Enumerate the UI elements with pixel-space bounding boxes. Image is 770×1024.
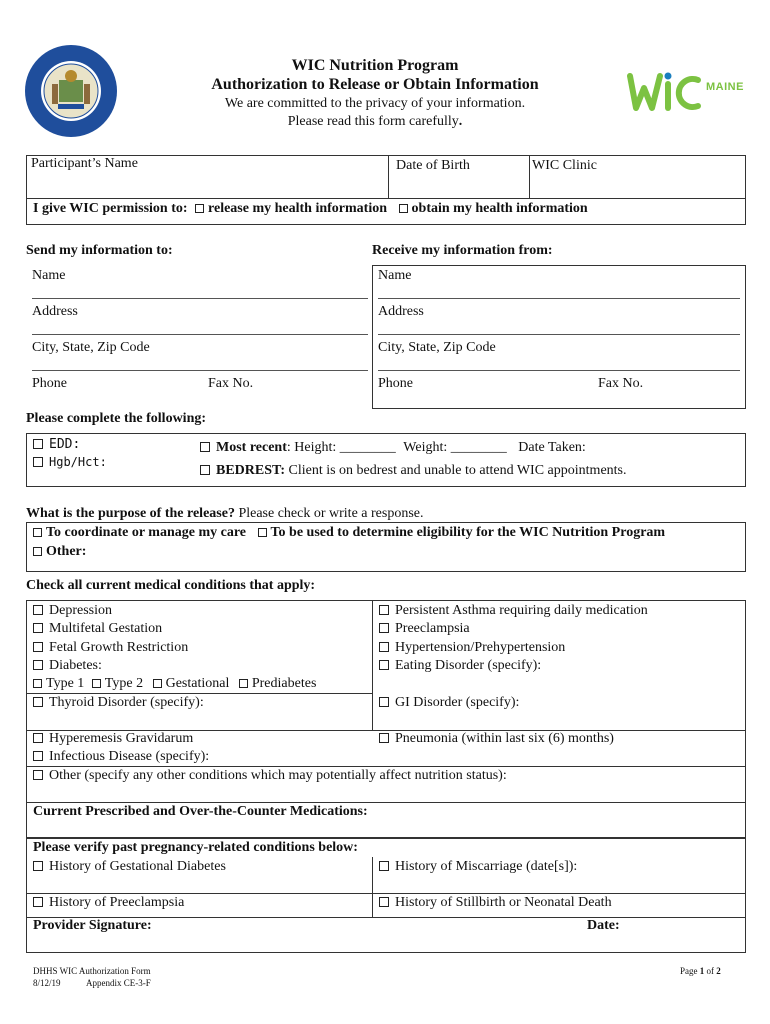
history-gdm: History of Gestational Diabetes — [33, 859, 226, 875]
condition-other: Other (specify any other conditions which may potentially affect nutrition status): — [33, 768, 507, 784]
edd-checkbox[interactable] — [33, 439, 43, 449]
footer-date: 8/12/19 — [33, 978, 61, 988]
footer-appendix: Appendix CE-3-F — [86, 978, 151, 988]
receive-name-field[interactable]: Name — [378, 268, 412, 283]
permission-lead: I give WIC permission to: — [33, 201, 188, 216]
participant-name-field[interactable]: Participant’s Name — [31, 156, 138, 171]
condition-multifetal: Multifetal Gestation — [33, 621, 162, 637]
obtain-label: obtain my health information — [411, 201, 588, 216]
receive-phone-field[interactable]: Phone — [378, 376, 413, 391]
dhhs-seal — [22, 42, 120, 140]
condition-asthma: Persistent Asthma requiring daily medication — [379, 603, 648, 619]
gestational-checkbox[interactable] — [153, 679, 162, 688]
type1-checkbox[interactable] — [33, 679, 42, 688]
miscarriage-history-checkbox[interactable] — [379, 861, 389, 871]
privacy-note: We are committed to the privacy of your information. — [224, 96, 526, 111]
hgb-row — [33, 455, 107, 471]
hyperemesis-checkbox[interactable] — [33, 733, 43, 743]
preeclampsia-checkbox[interactable] — [379, 623, 389, 633]
depression-checkbox[interactable] — [33, 605, 43, 615]
send-name-field[interactable]: Name — [32, 268, 66, 283]
send-phone-field[interactable]: Phone — [32, 376, 67, 391]
wic-maine-logo — [626, 66, 746, 120]
most-recent-row: Most recent: Height: ________ Weight: ________ Date Taken: — [200, 440, 586, 456]
release-checkbox[interactable] — [195, 204, 204, 213]
send-fax-field[interactable]: Fax No. — [208, 376, 254, 391]
permission-row — [33, 201, 588, 217]
stillbirth-history-checkbox[interactable] — [379, 897, 389, 907]
diabetes-checkbox[interactable] — [33, 660, 43, 670]
condition-hyperemesis: Hyperemesis Gravidarum — [33, 731, 193, 747]
condition-diabetes: Diabetes: — [33, 658, 102, 674]
prediabetes-checkbox[interactable] — [239, 679, 248, 688]
preeclampsia-history-checkbox[interactable] — [33, 897, 43, 907]
purpose-other-row: Other: — [33, 544, 86, 560]
complete-heading: Please complete the following: — [26, 411, 207, 426]
history-preeclampsia: History of Preeclampsia — [33, 895, 184, 911]
type2-checkbox[interactable] — [92, 679, 101, 688]
hgb-checkbox[interactable] — [33, 457, 43, 467]
eligibility-checkbox[interactable] — [258, 528, 267, 537]
edd-row — [33, 437, 80, 453]
condition-infectious: Infectious Disease (specify): — [33, 749, 209, 765]
send-heading: Send my information to: — [26, 243, 173, 258]
infectious-checkbox[interactable] — [33, 751, 43, 761]
bedrest-row: BEDREST: Client is on bedrest and unable to attend WIC appointments. — [200, 463, 627, 479]
condition-gi: GI Disorder (specify): — [379, 695, 519, 711]
purpose-question: What is the purpose of the release? Please check or write a response. — [26, 506, 424, 521]
conditions-heading: Check all current medical conditions that apply: — [26, 578, 316, 593]
coordinate-care-checkbox[interactable] — [33, 528, 42, 537]
eating-checkbox[interactable] — [379, 660, 389, 670]
form-title: WIC Nutrition Program — [291, 57, 459, 74]
multifetal-checkbox[interactable] — [33, 623, 43, 633]
send-city-field[interactable]: City, State, Zip Code — [32, 340, 150, 355]
page-number: Page 1 of 2 — [680, 966, 721, 976]
thyroid-checkbox[interactable] — [33, 697, 43, 707]
date-of-birth-field[interactable]: Date of Birth — [396, 158, 470, 173]
most-recent-checkbox[interactable] — [200, 442, 210, 452]
receive-fax-field[interactable]: Fax No. — [598, 376, 644, 391]
receive-city-field[interactable]: City, State, Zip Code — [378, 340, 496, 355]
provider-signature-field[interactable]: Provider Signature: — [33, 918, 152, 933]
form-subtitle: Authorization to Release or Obtain Information — [211, 76, 539, 93]
wic-clinic-field[interactable]: WIC Clinic — [532, 158, 597, 173]
condition-eating: Eating Disorder (specify): — [379, 658, 541, 674]
history-stillbirth: History of Stillbirth or Neonatal Death — [379, 895, 612, 911]
receive-heading: Receive my information from: — [372, 243, 553, 258]
condition-pneumonia: Pneumonia (within last six (6) months) — [379, 731, 614, 747]
hgb-label: Hgb/Hct: — [49, 455, 107, 469]
condition-fetal-growth: Fetal Growth Restriction — [33, 640, 188, 656]
logo-state-text: MAINE — [706, 81, 744, 93]
hypertension-checkbox[interactable] — [379, 642, 389, 652]
receive-box — [372, 265, 746, 409]
bedrest-checkbox[interactable] — [200, 465, 210, 475]
signature-date-field[interactable]: Date: — [587, 918, 620, 933]
receive-address-field[interactable]: Address — [378, 304, 424, 319]
asthma-checkbox[interactable] — [379, 605, 389, 615]
gdm-history-checkbox[interactable] — [33, 861, 43, 871]
condition-thyroid: Thyroid Disorder (specify): — [33, 695, 204, 711]
fetal-growth-checkbox[interactable] — [33, 642, 43, 652]
condition-hypertension: Hypertension/Prehypertension — [379, 640, 565, 656]
purpose-other-checkbox[interactable] — [33, 547, 42, 556]
diabetes-types-row: Type 1 Type 2 Gestational Prediabetes — [33, 676, 316, 692]
condition-depression: Depression — [33, 603, 112, 619]
other-condition-checkbox[interactable] — [33, 770, 43, 780]
send-address-field[interactable]: Address — [32, 304, 78, 319]
history-miscarriage: History of Miscarriage (date[s]): — [379, 859, 577, 875]
gi-checkbox[interactable] — [379, 697, 389, 707]
release-label: release my health information — [208, 201, 388, 216]
past-pregnancy-heading: Please verify past pregnancy-related conditions below: — [33, 840, 358, 855]
purpose-row-1: To coordinate or manage my care To be used to determine eligibility for the WIC Nutrition Program — [33, 525, 665, 541]
medications-heading: Current Prescribed and Over-the-Counter Medications: — [33, 804, 368, 819]
footer-form-name: DHHS WIC Authorization Form — [33, 966, 151, 976]
pneumonia-checkbox[interactable] — [379, 733, 389, 743]
edd-label: EDD: — [49, 437, 81, 452]
obtain-checkbox[interactable] — [399, 204, 408, 213]
condition-preeclampsia: Preeclampsia — [379, 621, 470, 637]
read-carefully-note: Please read this form carefully. — [287, 114, 463, 129]
